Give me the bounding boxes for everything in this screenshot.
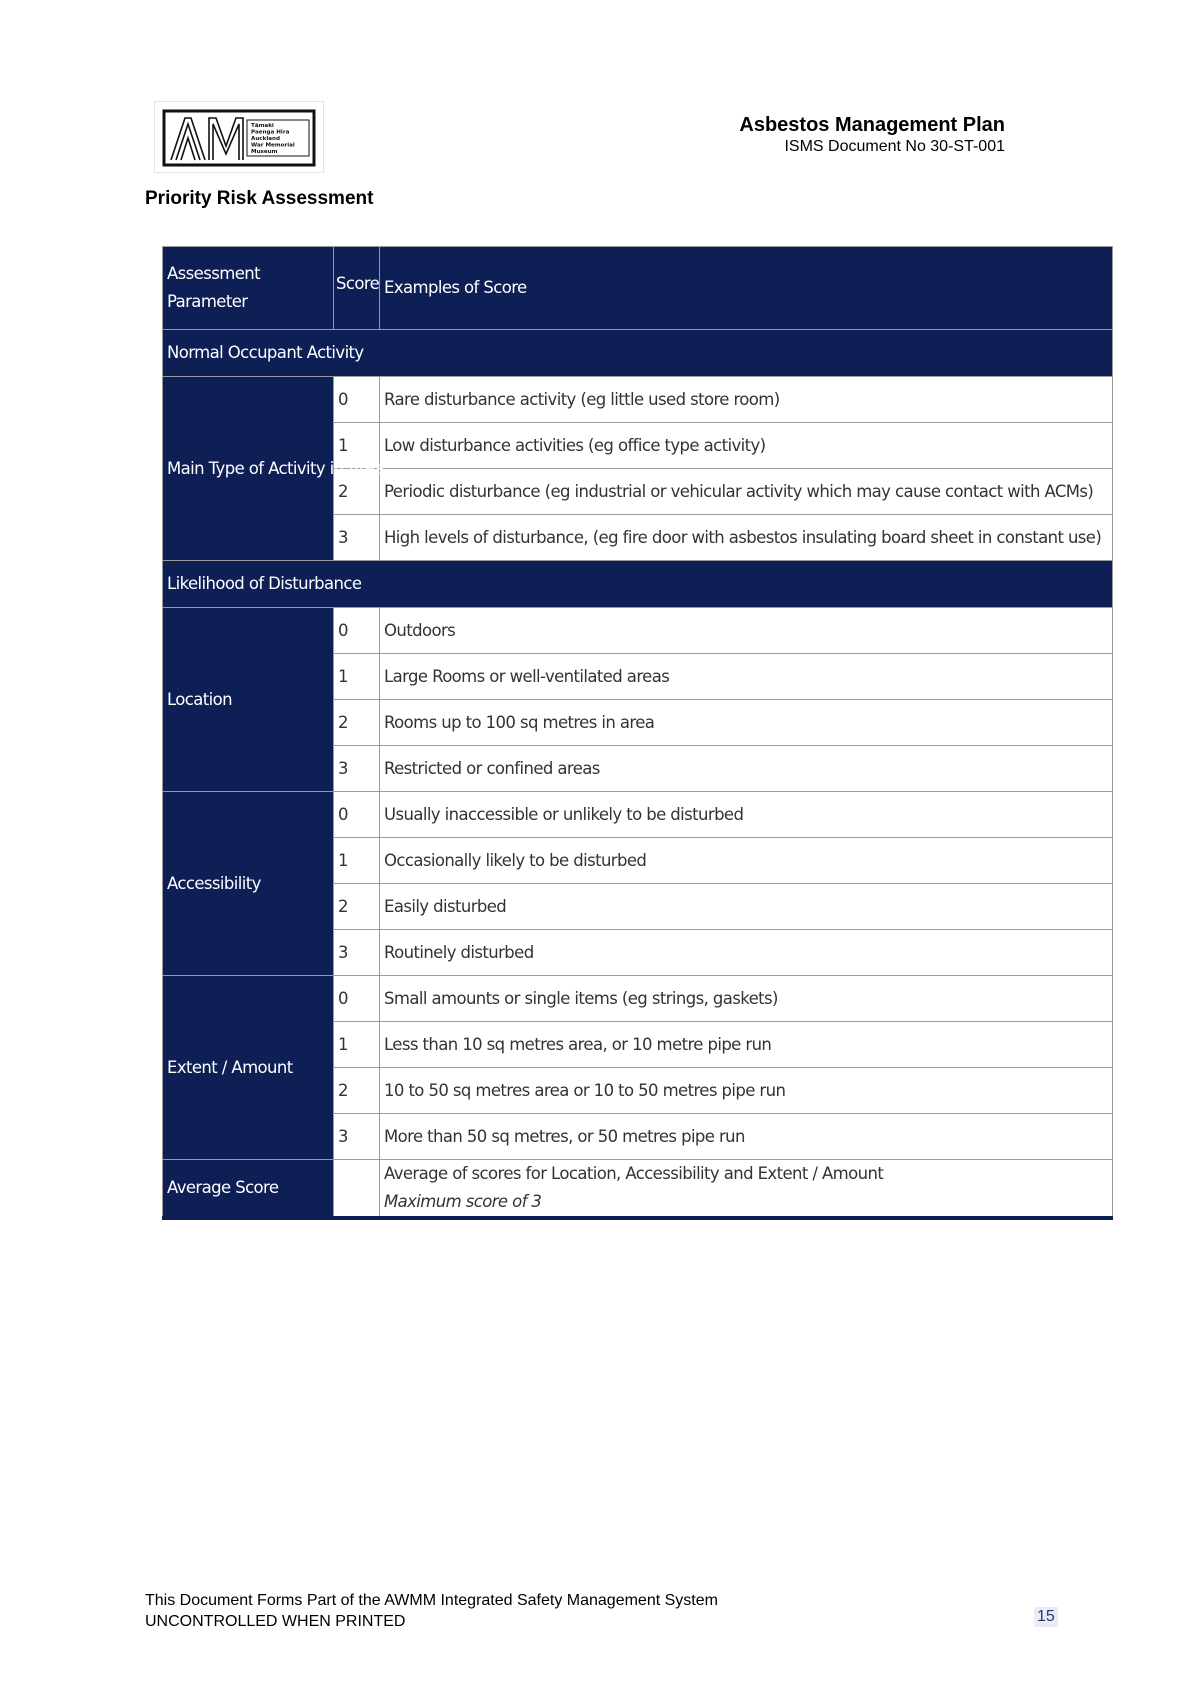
score-cell <box>334 1160 380 1219</box>
example-cell: Small amounts or single items (eg strings, gaskets) <box>380 976 1113 1022</box>
document-number: ISMS Document No 30-ST-001 <box>784 138 1005 155</box>
score-cell: 0 <box>334 377 380 423</box>
example-cell: Large Rooms or well-ventilated areas <box>380 654 1113 700</box>
example-cell: Easily disturbed <box>380 884 1113 930</box>
example-cell: Rare disturbance activity (eg little used store room) <box>380 377 1113 423</box>
logo-text-3: Auckland <box>251 136 281 142</box>
example-cell: Occasionally likely to be disturbed <box>380 838 1113 884</box>
logo-icon <box>163 110 315 166</box>
logo-text-4: War Memorial <box>251 142 295 149</box>
example-cell: Routinely disturbed <box>380 930 1113 976</box>
table-header-row <box>163 247 1113 330</box>
museum-logo <box>154 101 324 173</box>
column-header-examples: Examples of Score <box>380 247 1113 330</box>
score-cell: 1 <box>334 423 380 469</box>
logo-text-5: Museum <box>251 149 278 155</box>
table-row <box>163 976 1113 1022</box>
score-cell: 2 <box>334 1068 380 1114</box>
table-row <box>163 377 1113 423</box>
example-cell: Outdoors <box>380 608 1113 654</box>
table-row <box>163 608 1113 654</box>
score-cell: 2 <box>334 469 380 515</box>
parameter-cell: Accessibility <box>163 792 334 976</box>
parameter-cell: Extent / Amount <box>163 976 334 1160</box>
section-label: Likelihood of Disturbance <box>163 561 1113 608</box>
score-cell: 0 <box>334 608 380 654</box>
example-cell: Low disturbance activities (eg office type activity) <box>380 423 1113 469</box>
score-cell: 3 <box>334 930 380 976</box>
parameter-cell: Average Score <box>163 1160 334 1219</box>
score-cell: 3 <box>334 515 380 561</box>
section-row <box>163 330 1113 377</box>
section-title: Priority Risk Assessment <box>145 188 374 209</box>
example-cell: 10 to 50 sq metres area or 10 to 50 metres pipe run <box>380 1068 1113 1114</box>
score-cell: 0 <box>334 792 380 838</box>
score-cell: 3 <box>334 1114 380 1160</box>
example-cell: Rooms up to 100 sq metres in area <box>380 700 1113 746</box>
parameter-cell: Main Type of Activity in Area <box>163 377 334 561</box>
example-cell: Periodic disturbance (eg industrial or vehicular activity which may cause contact with ACMs) <box>380 469 1113 515</box>
section-row <box>163 561 1113 608</box>
score-cell: 0 <box>334 976 380 1022</box>
column-header-score: Score <box>334 247 380 330</box>
score-cell: 1 <box>334 838 380 884</box>
logo-text-2: Paenga Hira <box>251 129 290 136</box>
document-header <box>739 113 1005 157</box>
example-cell: Usually inaccessible or unlikely to be disturbed <box>380 792 1113 838</box>
score-cell: 3 <box>334 746 380 792</box>
example-cell: Restricted or confined areas <box>380 746 1113 792</box>
section-label: Normal Occupant Activity <box>163 330 1113 377</box>
risk-assessment-table <box>162 246 1113 1220</box>
average-row <box>163 1160 1113 1219</box>
parameter-cell: Location <box>163 608 334 792</box>
score-cell: 2 <box>334 700 380 746</box>
example-cell: Less than 10 sq metres area, or 10 metre pipe run <box>380 1022 1113 1068</box>
score-cell: 1 <box>334 1022 380 1068</box>
footer-line-1: This Document Forms Part of the AWMM Integrated Safety Management System <box>145 1592 718 1609</box>
table-row <box>163 792 1113 838</box>
example-cell: High levels of disturbance, (eg fire door with asbestos insulating board sheet in constant use) <box>380 515 1113 561</box>
column-header-parameter: Assessment Parameter <box>163 247 334 330</box>
page-footer <box>145 1590 718 1632</box>
footer-line-2: UNCONTROLLED WHEN PRINTED <box>145 1613 406 1630</box>
example-cell: More than 50 sq metres, or 50 metres pipe run <box>380 1114 1113 1160</box>
score-cell: 2 <box>334 884 380 930</box>
average-description <box>380 1160 1113 1219</box>
score-cell: 1 <box>334 654 380 700</box>
document-title: Asbestos Management Plan <box>739 114 1005 136</box>
maximum-score-note: Maximum score of 3 <box>384 1192 542 1211</box>
logo-text-1: Tāmaki <box>251 123 274 129</box>
average-line: Average of scores for Location, Accessibility and Extent / Amount <box>384 1164 884 1183</box>
page-number: 15 <box>1034 1607 1058 1627</box>
